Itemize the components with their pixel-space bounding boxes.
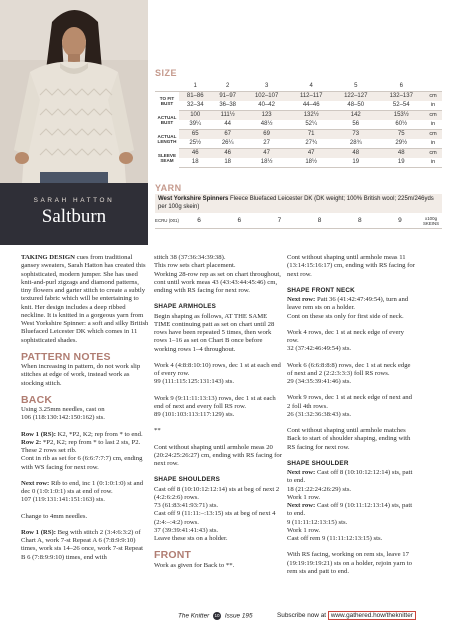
size-unit: in [424,120,442,130]
next-row-text: Rib to end, inc 1 (0:1:0:1:0) st and dec 0 (1:0:1:0:1) sts at end of row. [21,479,144,495]
size-value: 52–54 [378,101,424,111]
intro-paragraph [21,254,149,345]
yarn-quantity: 7 [277,217,282,224]
size-row-label: ACTUAL BUST [155,111,179,130]
row-1-instruction [21,431,149,439]
yarn-quantity: 6 [237,217,242,224]
yarn-spec: Fleece Bluefaced Leicester DK (DK weight; 100% British wool; 225m/246yds per 100g skein) [158,196,434,210]
neck-dec-2-count: 29 (34:35:39:41:46) sts. [287,378,352,385]
size-row [155,120,442,130]
size-unit: cm [424,149,442,159]
chart-repeat: Working 28-row rep as set on chart throughout, cont until work meas 43 (43:43:44:45:46) cm, ending with RS facing for next row. [154,270,281,294]
column-3 [287,254,415,584]
page-number: 10 [214,613,220,618]
size-value: 67 [211,130,243,140]
back-heading: BACK [21,393,53,406]
size-value: 153½ [378,111,424,121]
column-1 [21,254,149,562]
size-heading: SIZE [155,68,178,78]
next-row-instruction [21,480,149,497]
size-value: 73 [333,130,378,140]
chart-row-1-label: Row 1 (RS): [21,528,56,536]
size-unit: cm [424,130,442,140]
size-column-6: 6 [378,82,424,92]
yarn-quantity: 6 [197,217,201,224]
size-value: 65 [179,130,211,140]
size-value: 47 [289,149,333,159]
size-value: 69 [244,130,289,140]
yarn-quantity: 9 [398,217,402,224]
shoulder-step-3: Cast off 9 (11:11:–:13:15) sts at beg of next 4 (2:4:–:4:2) rows. [154,510,276,526]
size-unit: cm [424,92,442,102]
size-value: 142 [333,111,378,121]
yarn-unit: x100g SKEINS [422,215,440,226]
size-row-label: TO FIT BUST [155,92,179,111]
front-text: Work as given for Back to **. [154,561,235,569]
size-value: 48 [333,149,378,159]
size-value: 40–42 [244,101,289,111]
yarn-description [155,194,442,213]
size-unit: in [424,101,442,111]
size-value: 56 [333,120,378,130]
shoulder-next-1 [287,469,415,486]
front-continue: Cont without shaping until armhole meas 11 (13:14:15:16:17) cm, ending with RS facing for next row. [287,254,415,278]
size-value: 18 [211,158,243,168]
size-value: 132½ [289,111,333,121]
size-value: 18 [179,158,211,168]
size-row [155,139,442,149]
size-value: 48 [378,149,424,159]
back-cast-on-count: 106 (118:130:142:150:162) sts. [21,414,105,422]
neck-dec-1: Work 4 rows, dec 1 st at neck edge of every row. [287,328,405,344]
armhole-dec-1: Work 4 (4:8:8:10:10) rows, dec 1 st at each end of every row. [154,361,281,377]
section-marker: ** [154,427,161,435]
magazine-name: The Knitter [178,612,210,620]
row-2-text: *P2, K2; rep from * to last 2 sts, P2. [41,438,141,446]
size-column-5: 5 [333,82,378,92]
size-row [155,101,442,111]
size-column-4: 4 [289,82,333,92]
row-2-instruction [21,439,149,447]
size-column-3: 3 [244,82,289,92]
neck-dec-2: Work 6 (6:6:8:8:8) rows, dec 1 st at neck edge of next and 2 (2:2:3:3:3) foll RS rows. [287,361,411,377]
size-unit: cm [424,111,442,121]
size-value: 112–117 [289,92,333,102]
size-column-1: 1 [179,82,211,92]
rib-continue: Cont in rib as set for 6 (6:6:7:7:7) cm, ending with WS facing for next row. [21,455,143,471]
size-row [155,92,442,102]
size-value: 27 [244,139,289,149]
neck-continue: Cont without shaping until armhole matches Back to start of shoulder shaping, ending with RS facing for next row. [287,427,411,451]
size-value: 75 [378,130,424,140]
designer-name: SARAH HATTON [33,197,115,204]
yarn-table [155,194,442,229]
size-value: 18½ [244,158,289,168]
armhole-dec-2-count: 89 (101:103:113:117:129) sts. [154,411,235,418]
size-value: 39¼ [179,120,211,130]
subscribe-link[interactable]: www.gathered.how/theknitter [328,611,416,620]
shape-front-neck-heading: SHAPE FRONT NECK [287,286,355,294]
yarn-quantity: 8 [357,217,362,224]
title-band [0,183,148,245]
armhole-dec-2: Work 9 (9:11:11:13:13) rows, dec 1 st at each end of next and every foll RS row. [154,394,276,410]
size-value: 111½ [211,111,243,121]
back-cast-on: Using 3.25mm needles, cast on [21,406,105,413]
size-value: 102–107 [244,92,289,102]
size-value: 100 [179,111,211,121]
size-value: 123 [244,111,289,121]
size-row [155,111,442,121]
rs-facing-instruction: With RS facing, working on rem sts, leave 17 (19:19:19:19:21) sts on a holder, rejoin yarn to rem sts and patt to end. [287,551,412,575]
next-row-label: Next row: [21,479,50,487]
subscribe-text: Subscribe now at [277,612,327,619]
size-row [155,158,442,168]
size-value: 19 [378,158,424,168]
yarn-heading: YARN [155,183,182,193]
size-header-row [155,82,442,92]
next-row-count: 107 (119:131:141:151:163) sts. [21,496,105,504]
shoulder-next-2-label: Next row: [287,502,316,509]
footer-magazine [178,612,253,620]
size-header-spacer [155,82,179,92]
shoulder-count-1: 18 (21:22:24:26:29) sts. [287,485,352,493]
neck-first-side: Cont on these sts only for first side of neck. [287,312,404,320]
armhole-continue: Cont without shaping until armhole meas 20 (20:24:25:26:27) cm, ending with RS facing for next row. [154,443,282,467]
shoulder-count-2: 9 (11:11:12:13:15) sts. [287,518,348,526]
size-row-label: SLEEVE SEAM [155,149,179,168]
size-unit: in [424,158,442,168]
change-needles: Change to 4mm needles. [21,512,88,520]
yarn-quantity: 8 [317,217,322,224]
size-value: 25½ [179,139,211,149]
issue-number: Issue 195 [224,612,253,620]
size-row-label: ACTUAL LENGTH [155,130,179,149]
pattern-title: Saltburn [41,206,107,227]
size-row [155,149,442,159]
row-1-text: K2, *P2, K2; rep from * to end. [55,430,143,438]
shoulder-next-2-text: Cast off 9 (10:11:12:13:14) sts, patt to end. [287,502,413,518]
size-column-2: 2 [211,82,243,92]
neck-dec-3-count: 26 (31:32:36:38:43) sts. [287,410,352,418]
shape-armholes-text: Begin shaping as follows, AT THE SAME TIME continuing patt as set on chart until 28 rows have been repeated 5 times, then work rows 1–16 as set on Chart B once before working rows 1–4 throughout. [154,312,275,353]
size-value: 91–97 [211,92,243,102]
neck-next-row [287,296,415,313]
shoulder-work-2: Work 1 row. [287,526,321,534]
yarn-quantity-row [155,213,442,229]
size-value: 36–38 [211,101,243,111]
shoulder-next-1-text: Cast off 8 (10:10:12:12:14) sts, patt to end. [287,469,413,485]
stitch-end: stitch 38 (37:36:34:39:38). [154,254,226,261]
row-2-label: Row 2: [21,438,42,446]
size-value: 26¼ [211,139,243,149]
armhole-dec-1-count: 99 (111:115:125:131:143) sts. [154,378,235,386]
neck-dec-3: Work 9 rows, dec 1 st at neck edge of next and 2 foll 4th rows. [287,394,412,410]
rows-set-rib: These 2 rows set rib. [21,447,77,454]
size-value: 122–127 [333,92,378,102]
size-value: 19 [333,158,378,168]
size-value: 28¾ [333,139,378,149]
shoulder-step-1: Cast off 8 (10:10:12:12:14) sts at beg of next 2 (4:2:6:2:6) rows. [154,485,280,501]
size-value: 71 [289,130,333,140]
yarn-shade-label: ECRU (001) [155,218,179,223]
yarn-brand: West Yorkshire Spinners [158,196,229,202]
size-unit: in [424,139,442,149]
shape-armholes-heading: SHAPE ARMHOLES [154,303,217,311]
size-value: 60½ [378,120,424,130]
shoulder-next-2 [287,502,415,519]
shoulder-step-5: Leave these sts on a holder. [154,535,228,542]
footer-subscribe [277,612,416,619]
neck-next-row-text: Patt 36 (41:42:47:49:54), turn and leave rem sts on a holder. [287,296,409,312]
size-value: 18½ [289,158,333,168]
size-value: 132–137 [378,92,424,102]
size-table [155,82,442,168]
size-value: 27¾ [289,139,333,149]
front-heading: FRONT [154,549,192,562]
intro-text: cues from traditional gansey sweaters, Sarah Hatton has created this sophisticated, modern jumper. She has used knit-and-purl zigzags and diamond patterns, tiny flowers and garter stitch to create a subtly textured fabric which will be entertaining to knit. Her design includes a deep ribbed neckline. It is knitted in a gorgeous yarn from West Yorkshire Spinner: a soft and silky British Bluefaced Leicester DK which comes in 11 sophisticated shades. [21,254,149,344]
shape-shoulders-heading: SHAPE SHOULDERS [154,476,220,484]
shoulder-cast-off: Cast off rem 9 (11:11:12:13:15) sts. [287,535,383,542]
shape-shoulder-heading: SHAPE SHOULDER [287,459,349,467]
pattern-notes-text: When increasing in pattern, do not work slip stitches at edge of work, instead work as stocking stitch. [21,363,141,387]
column-2 [154,254,282,578]
pattern-notes-heading: PATTERN NOTES [21,350,111,363]
row-1-label: Row 1 (RS): [21,430,56,438]
size-value: 52¼ [289,120,333,130]
size-value: 29½ [378,139,424,149]
shoulder-step-2: 73 (61:83:41:93:71) sts. [154,502,219,509]
chart-placement: This row sets chart placement. [154,262,236,270]
shoulder-work-1: Work 1 row. [287,493,321,501]
size-value: 46 [211,149,243,159]
chart-row-1 [21,529,149,562]
size-value: 46 [179,149,211,159]
model-photo [0,0,148,183]
size-value: 32–34 [179,101,211,111]
size-value: 48½ [244,120,289,130]
neck-next-row-label: Next row: [287,296,316,303]
size-value: 81–86 [179,92,211,102]
size-value: 44–46 [289,101,333,111]
size-value: 48–50 [333,101,378,111]
neck-dec-1-count: 32 (37:42:46:49:54) sts. [287,345,352,353]
intro-lead: TAKING DESIGN [21,254,75,261]
size-value: 44 [211,120,243,130]
size-value: 47 [244,149,289,159]
size-row [155,130,442,140]
shoulder-step-4: 37 (39:39:41:41:43) sts. [154,526,219,534]
model-photo-illustration [0,0,148,183]
shoulder-next-1-label: Next row: [287,469,316,476]
chart-row-1-text: Beg with stitch 2 (3:4:6:3:2) of Chart A, work 7-st Repeat A 6 (7:8:9:9:10) times, work sts 14–26 once, work 7-st Repeat B 6 (7:8:9:9:10) times, end with [21,528,144,561]
size-header-unit-spacer [424,82,442,92]
